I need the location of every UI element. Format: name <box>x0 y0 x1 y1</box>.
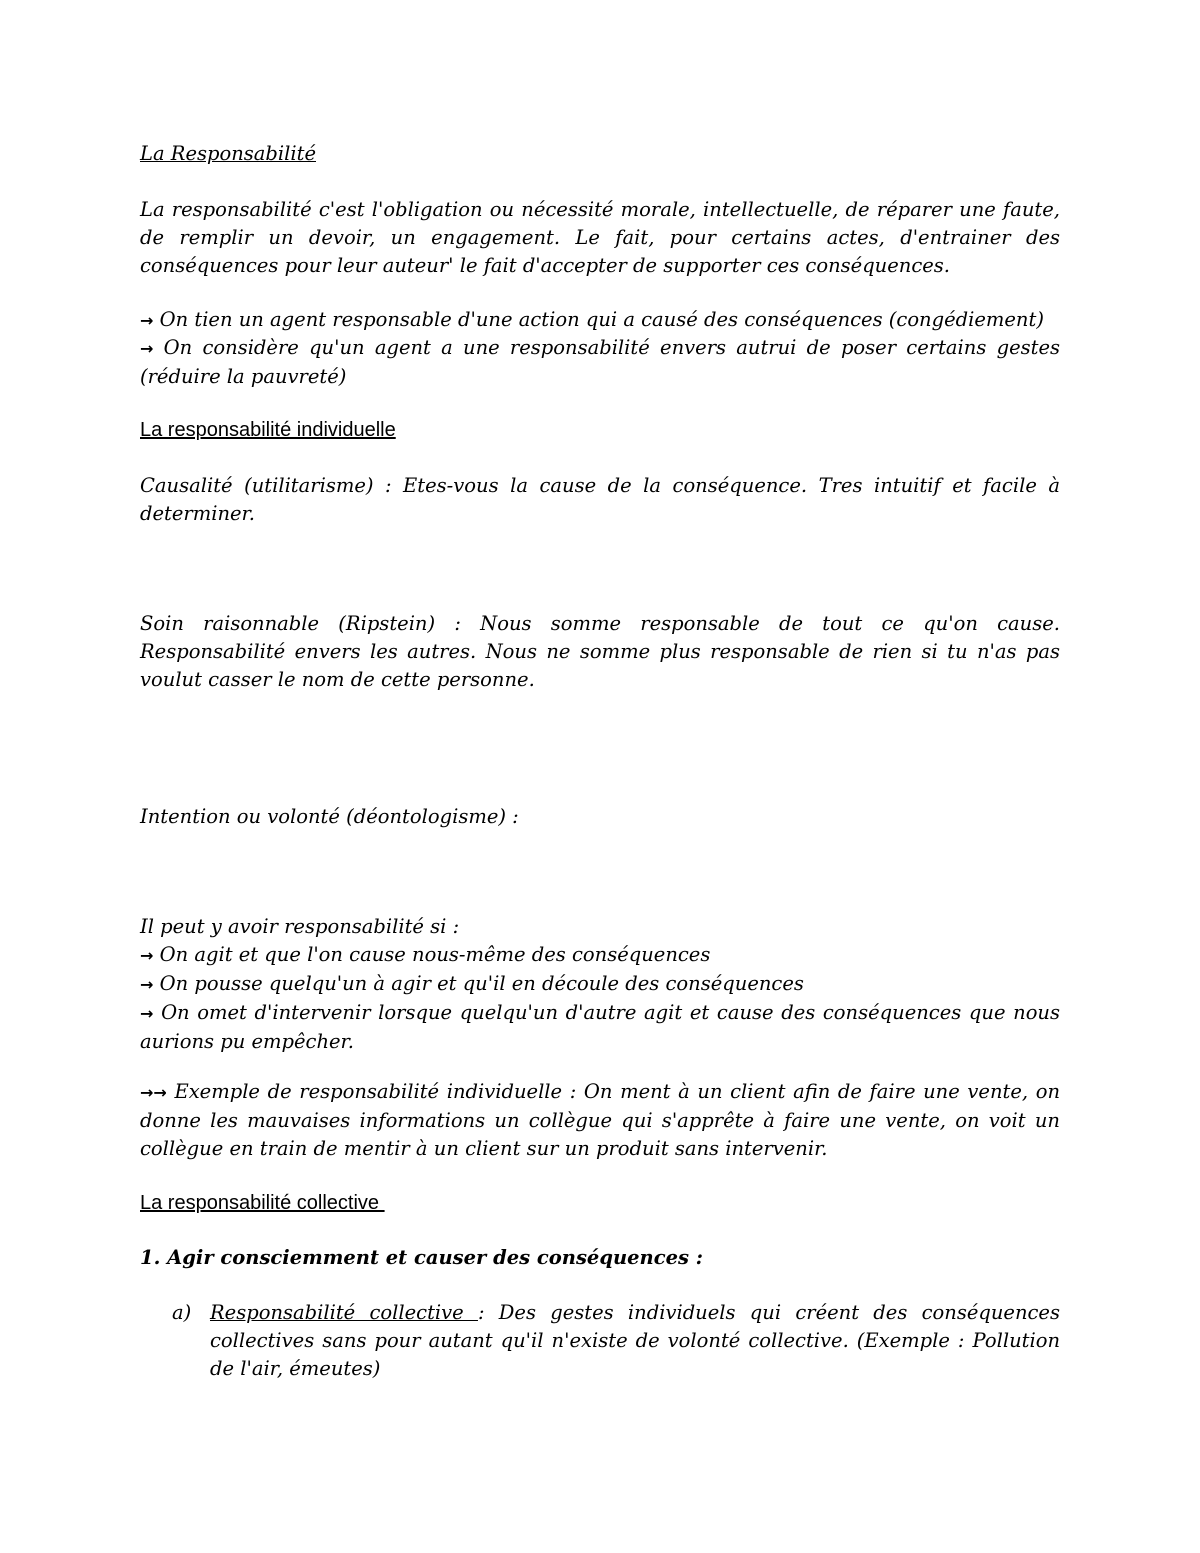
condition-item-1-text: On agit et que l'on cause nous-même des conséquences <box>159 943 711 966</box>
intro-point-2 <box>140 334 1060 391</box>
example-paragraph <box>140 1078 1060 1163</box>
arrow-icon: → <box>140 339 154 358</box>
list-item-a <box>210 1299 1060 1383</box>
intro-text: La responsabilité c'est l'obligation ou nécessité morale, intellectuelle, de réparer une faute, de remplir un devoir, un engagement. Le fait, pour certains actes, d'entrainer des conséquences pour leur auteur' le fait d'accepter de supporter ces conséquences. <box>140 198 1060 277</box>
document-title <box>140 140 1060 168</box>
section-heading-individual <box>140 416 1060 444</box>
soin-text: Soin raisonnable (Ripstein) : Nous somme responsable de tout ce qu'on cause. Responsabilité envers les autres. Nous ne somme plus responsable de rien si tu n'as pas voulut casser le nom de cette personne. <box>140 612 1060 691</box>
section-heading-collective-text: La responsabilité collective <box>140 1192 385 1214</box>
intro-paragraph <box>140 196 1060 280</box>
list-item-a-term: Responsabilité collective <box>210 1301 478 1324</box>
subheading-agir-text: 1. Agir consciemment et causer des conséquences : <box>140 1246 703 1269</box>
responsibility-conditions <box>140 913 1060 1056</box>
list-item-a-text: : Des gestes individuels qui créent des conséquences collectives sans pour autant qu'il n'existe de volonté collective. (Exemple : Pollution de l'air, émeutes) <box>210 1301 1060 1380</box>
intention-text: Intention ou volonté (déontologisme) : <box>140 805 519 828</box>
intro-point-1-text: On tien un agent responsable d'une action qui a causé des conséquences (congédiement) <box>159 308 1044 331</box>
double-arrow-icon: →→ <box>140 1083 167 1102</box>
intention-paragraph <box>140 803 1060 831</box>
condition-item-2-text: On pousse quelqu'un à agir et qu'il en découle des conséquences <box>159 972 804 995</box>
intro-point-1 <box>140 306 1060 335</box>
intro-point-2-text: On considère qu'un agent a une responsabilité envers autrui de poser certains gestes (réduire la pauvreté) <box>140 336 1061 388</box>
conditions-intro: Il peut y avoir responsabilité si : <box>140 915 460 938</box>
condition-item-1 <box>140 941 1060 970</box>
condition-item-3 <box>140 999 1060 1056</box>
subheading-agir <box>140 1244 1060 1272</box>
list-item-a-label: a) <box>172 1301 192 1324</box>
section-heading-individual-text: La responsabilité individuelle <box>140 419 396 441</box>
document-title-text: La Responsabilité <box>140 142 316 165</box>
arrow-icon: → <box>140 975 154 994</box>
arrow-icon: → <box>140 1004 154 1023</box>
condition-item-2 <box>140 970 1060 999</box>
section-heading-collective <box>140 1189 1060 1217</box>
condition-item-3-text: On omet d'intervenir lorsque quelqu'un d'autre agit et cause des conséquences que nous aurions pu empêcher. <box>140 1001 1060 1053</box>
soin-paragraph <box>140 610 1060 694</box>
causalite-paragraph <box>140 472 1060 528</box>
causalite-text: Causalité (utilitarisme) : Etes-vous la cause de la conséquence. Tres intuitif et facile à determiner. <box>140 474 1060 525</box>
arrow-icon: → <box>140 311 154 330</box>
example-text: Exemple de responsabilité individuelle : On ment à un client afin de faire une vente, on donne les mauvaises informations un collègue qui s'apprête à faire une vente, on voit un collègue en train de mentir à un client sur un produit sans intervenir. <box>140 1080 1061 1160</box>
arrow-icon: → <box>140 946 154 965</box>
